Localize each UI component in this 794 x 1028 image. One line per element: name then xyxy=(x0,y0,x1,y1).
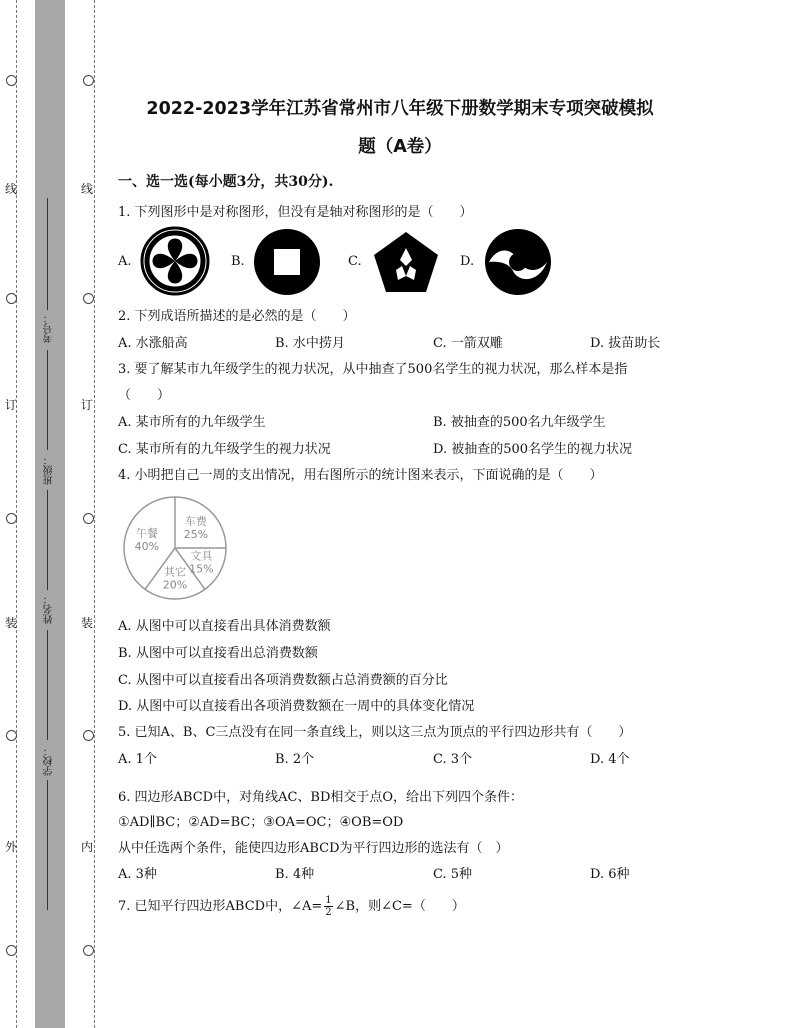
margin-circle xyxy=(6,513,17,524)
q5-option-b: B. 2个 xyxy=(275,752,315,767)
q7-fraction xyxy=(324,895,332,918)
school-label: 学校： xyxy=(44,746,55,776)
pie-slice-label: 午餐 xyxy=(135,526,158,540)
field-rule xyxy=(47,350,48,450)
field-rule xyxy=(47,490,48,590)
q5-stem: 5. 已知A、B、C三点没有在同一条直线上，则以这三点为顶点的平行四边形共有（ ） xyxy=(118,725,632,740)
q1-option-b: B. xyxy=(231,254,245,269)
inner-char-zhuang: 装 xyxy=(80,616,93,630)
q4-option-b: B. 从图中可以直接看出总消费数额 xyxy=(118,646,318,661)
inner-char-nei: 内 xyxy=(80,840,93,854)
q6-stem: 6. 四边形ABCD中，对角线AC、BD相交于点O，给出下列四个条件： xyxy=(118,790,524,805)
field-rule xyxy=(47,780,48,910)
pie-slice-label: 文具 xyxy=(190,549,213,563)
pie-slice-percent: 15% xyxy=(189,562,214,576)
page-title: 2022-2023学年江苏省常州市八年级下册数学期末专项突破模拟 xyxy=(146,99,654,119)
field-rule xyxy=(47,630,48,740)
q3-option-b: B. 被抽查的500名九年级学生 xyxy=(433,415,606,430)
margin-circle xyxy=(83,293,94,304)
outer-char-xian: 线 xyxy=(4,182,17,196)
q1-option-c: C. xyxy=(348,254,362,269)
q6-conditions: ①AD∥BC；②AD=BC；③OA=OC；④OB=OD xyxy=(118,815,404,830)
q6-option-a: A. 3种 xyxy=(118,867,157,882)
pie-slice-percent: 20% xyxy=(162,578,188,592)
q1-option-a: A. xyxy=(118,254,132,269)
exam-number-label: 考号： xyxy=(44,313,55,343)
pie-slice-label: 车费 xyxy=(184,515,207,529)
section-heading: 一、选一选(每小题3分，共30分). xyxy=(118,174,334,190)
q3-option-c: C. 某市所有的九年级学生的视力状况 xyxy=(118,442,331,457)
clover-figure-icon xyxy=(140,226,210,296)
q2-option-c: C. 一箭双雕 xyxy=(433,336,503,351)
q1-stem: 1. 下列图形中是对称图形，但没有是轴对称图形的是（ ） xyxy=(118,205,473,220)
q5-option-c: C. 3个 xyxy=(433,752,473,767)
q7-stem-pre: 7. 已知平行四边形ABCD中，∠A= xyxy=(118,899,323,914)
pie-slice-percent: 40% xyxy=(134,539,160,553)
outer-char-wai: 外 xyxy=(4,840,17,854)
q3-stem: 3. 要了解某市九年级学生的视力状况，从中抽查了500名学生的视力状况，那么样本是指 xyxy=(118,362,628,377)
swirl-figure-icon xyxy=(483,227,553,297)
margin-circle xyxy=(83,513,94,524)
q3-option-a: A. 某市所有的九年级学生 xyxy=(118,415,266,430)
q7-frac-num: 1 xyxy=(325,895,332,906)
class-label: 班级： xyxy=(44,455,55,485)
q5-option-d: D. 4个 xyxy=(590,752,630,767)
pie-slice-label: 其它 xyxy=(164,565,186,579)
binding-margin-band xyxy=(35,0,65,1028)
q7-stem-post: ∠B，则∠C=（ ） xyxy=(334,899,465,914)
margin-circle xyxy=(6,945,17,956)
q6-stem2: 从中任选两个条件，能使四边形ABCD为平行四边形的选法有（ ） xyxy=(118,841,509,856)
q6-option-c: C. 5种 xyxy=(433,867,473,882)
q2-option-b: B. 水中捞月 xyxy=(275,336,345,351)
inner-char-ding: 订 xyxy=(80,398,93,412)
margin-circle xyxy=(83,75,94,86)
q4-option-c: C. 从图中可以直接看出各项消费数额占总消费额的百分比 xyxy=(118,673,448,688)
q7-stem xyxy=(118,895,465,918)
q4-option-a: A. 从图中可以直接看出具体消费数额 xyxy=(118,619,331,634)
outer-char-ding: 订 xyxy=(4,398,17,412)
outer-cut-line xyxy=(16,0,17,1028)
coin-square-figure-icon xyxy=(252,227,322,297)
page-title-line2: 题（A卷） xyxy=(358,137,442,157)
q7-frac-den: 2 xyxy=(325,907,332,918)
name-label: 姓名： xyxy=(44,594,55,624)
q2-stem: 2. 下列成语所描述的是必然的是（ ） xyxy=(118,309,356,324)
margin-circle xyxy=(6,75,17,86)
q2-option-a: A. 水涨船高 xyxy=(118,336,188,351)
margin-circle xyxy=(83,945,94,956)
q6-option-b: B. 4种 xyxy=(275,867,315,882)
outer-char-zhuang: 装 xyxy=(4,616,17,630)
expense-pie-chart xyxy=(112,496,232,600)
q4-option-d: D. 从图中可以直接看出各项消费数额在一周中的具体变化情况 xyxy=(118,699,475,714)
inner-char-xian: 线 xyxy=(80,182,93,196)
pentagon-figure-icon xyxy=(372,230,440,294)
margin-circle xyxy=(83,730,94,741)
q6-option-d: D. 6种 xyxy=(590,867,630,882)
q5-option-a: A. 1个 xyxy=(118,752,157,767)
q1-option-d: D. xyxy=(460,254,475,269)
pie-slice-percent: 25% xyxy=(183,528,209,542)
inner-cut-line xyxy=(94,0,95,1028)
margin-circle xyxy=(6,730,17,741)
q2-option-d: D. 拔苗助长 xyxy=(590,336,661,351)
q3-option-d: D. 被抽查的500名学生的视力状况 xyxy=(433,442,633,457)
field-rule xyxy=(47,198,48,310)
q4-stem: 4. 小明把自己一周的支出情况，用右图所示的统计图来表示，下面说确的是（ ） xyxy=(118,468,603,483)
q3-stem-bracket: （ ） xyxy=(118,388,171,403)
margin-circle xyxy=(6,293,17,304)
